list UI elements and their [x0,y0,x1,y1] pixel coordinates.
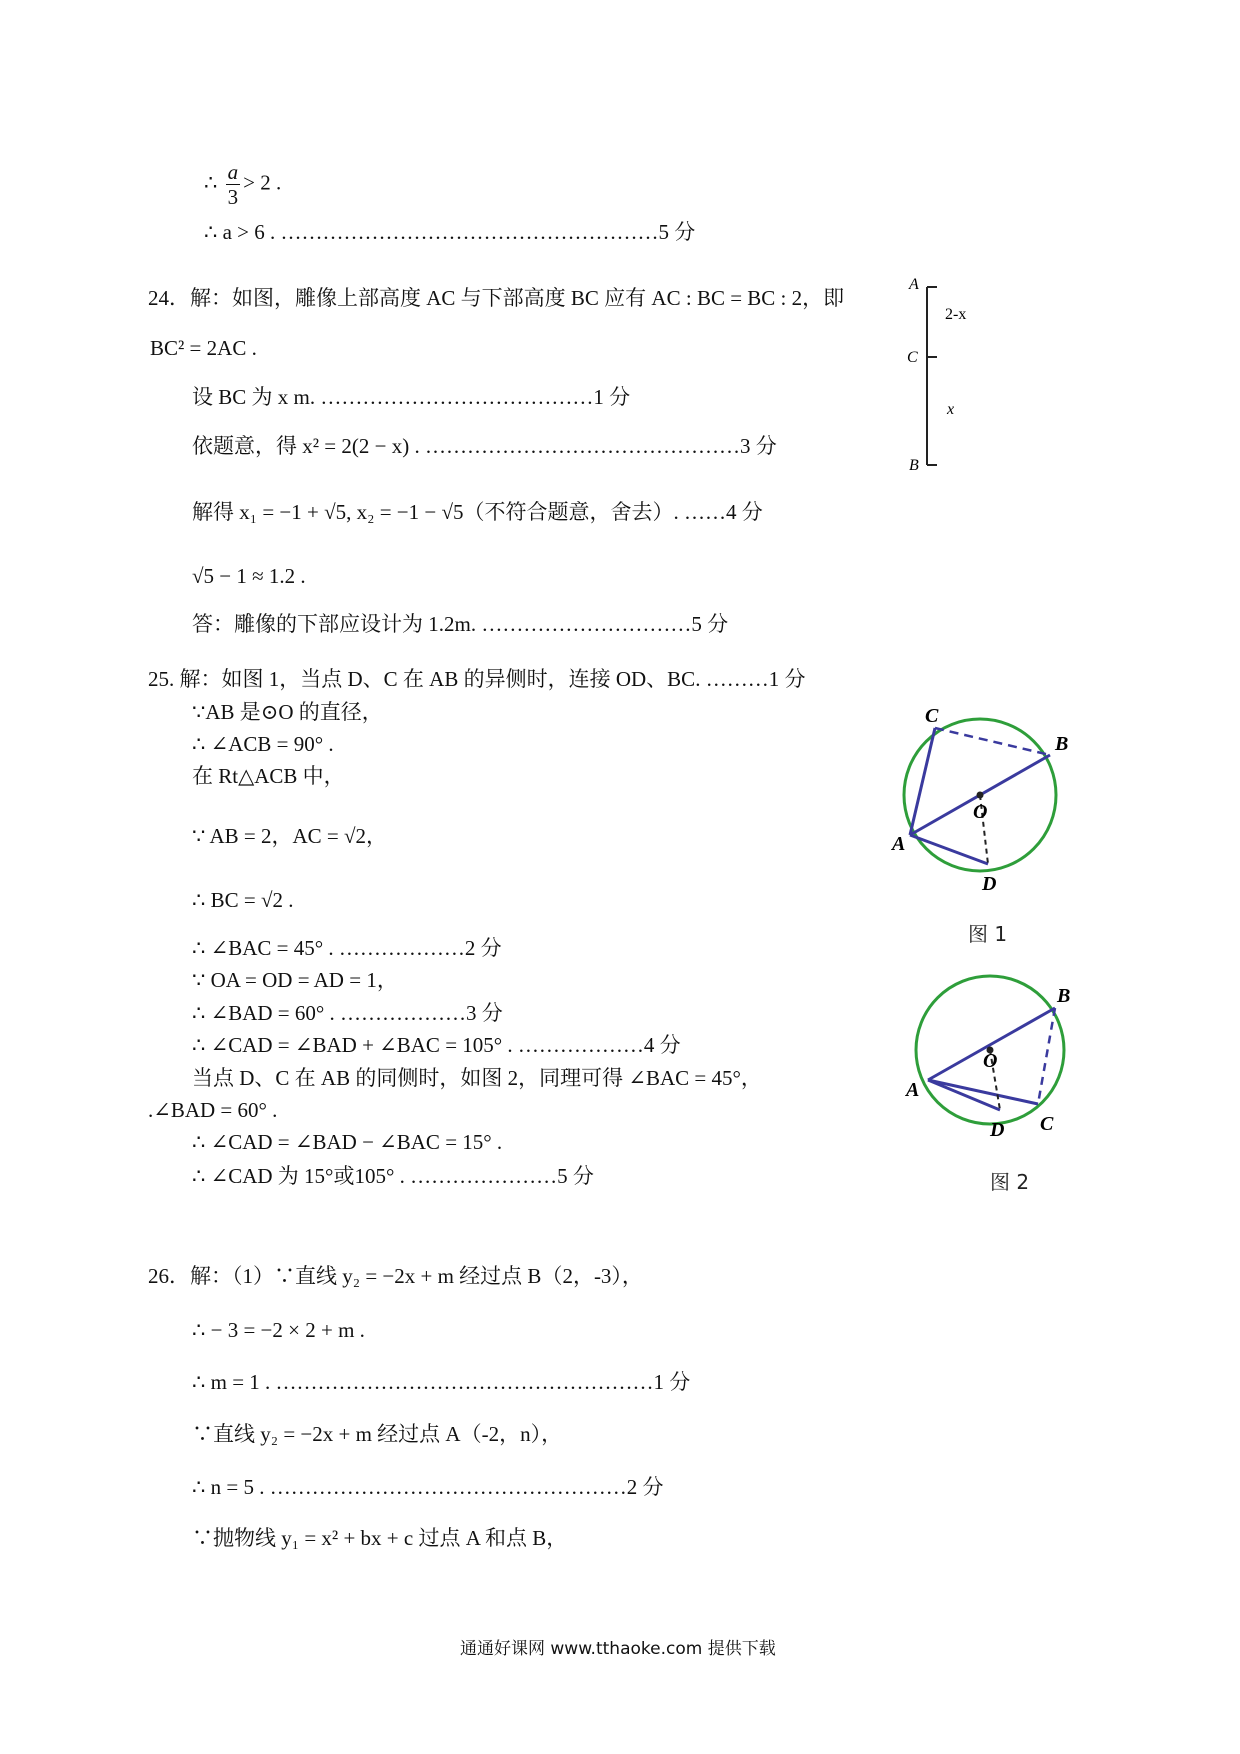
label-x: x [947,401,955,418]
label-b: B [1055,733,1069,755]
page-footer: 通通好课网 www.tthaoke.com 提供下载 [460,1639,776,1659]
q24-height-diagram [905,275,995,475]
label-o: O [983,1050,998,1072]
segment-ad [928,1080,1000,1110]
prev-line-2: ∴ a > 6 . ………………………………………………5 分 [204,220,696,244]
q26-line-3: ∴ m = 1 . ………………………………………………1 分 [192,1370,691,1394]
label-b: B [1057,985,1071,1007]
q25-line-6: ∴ BC = √2 . [192,888,294,912]
segment-ac [928,1080,1038,1104]
q24-line-3: 设 BC 为 x m. …………………………………1 分 [192,385,631,409]
q24-line-1: 24．解：如图，雕像上部高度 AC 与下部高度 BC 应有 AC : BC = BC : 2，即 [148,286,845,310]
label-2-x: 2-x [945,306,967,323]
prev-line-1: ∴ $\frac{a}{3}$ > 2 . [204,160,282,209]
q26-line-5: ∴ n = 5 . ……………………………………………2 分 [192,1475,664,1499]
q25-figure-2 [890,970,1080,1145]
label-a: A [892,833,906,855]
label-o: O [973,801,988,823]
label-c: C [925,705,939,727]
label-d: D [990,1119,1005,1141]
center-point [977,792,984,799]
q26-line-1: 26．解：（1）∵直线 y₂ = −2x + m 经过点 B（2，-3）， [148,1264,643,1288]
q24-line-4: 依题意，得 x² = 2(2 − x) . ………………………………………3 分 [192,434,777,458]
label-a: A [909,276,919,293]
q26-line-2: ∴ − 3 = −2 × 2 + m . [192,1318,365,1342]
fraction-a-over-3: $\frac{a}{3}$ [227,160,239,209]
q25-line-7: ∴ ∠BAC = 45° . ………………2 分 [192,936,502,960]
figure-1-caption: 图 1 [968,922,1008,946]
figure-2-caption: 图 2 [990,1170,1030,1194]
q25-line-11: 当点 D、C 在 AB 的同侧时，如图 2，同理可得 ∠BAC = 45°， [192,1066,762,1090]
q25-line-10: ∴ ∠CAD = ∠BAD + ∠BAC = 105° . ………………4 分 [192,1033,681,1057]
label-c: C [907,349,918,366]
q25-line-8: ∵ OA = OD = AD = 1， [192,968,398,992]
q25-figure-1 [890,700,1080,900]
q25-line-1: 25. 解：如图 1，当点 D、C 在 AB 的异侧时，连接 OD、BC. ………1 分 [148,667,806,691]
label-b: B [909,457,919,474]
label-c: C [1040,1113,1054,1135]
q25-line-14: ∴ ∠CAD 为 15°或105° . …………………5 分 [192,1164,594,1188]
q24-line-6: √5 − 1 ≈ 1.2 . [192,564,306,588]
q25-line-2: ∵AB 是⊙O 的直径， [192,700,383,724]
q26-line-4: ∵直线 y₂ = −2x + m 经过点 A（-2，n）， [192,1422,563,1446]
q25-line-5: ∵ AB = 2，AC = √2， [192,824,388,848]
q24-line-5: 解得 x₁ = −1 + √5, x₂ = −1 − √5（不符合题意，舍去）. ……4 分 [192,500,763,524]
q25-line-3: ∴ ∠ACB = 90° . [192,732,334,756]
q25-line-13: ∴ ∠CAD = ∠BAD − ∠BAC = 15° . [192,1130,503,1154]
q24-line-7: 答：雕像的下部应设计为 1.2m. …………………………5 分 [192,612,729,636]
segment-ad [910,835,988,864]
q24-line-2: BC² = 2AC . [150,336,257,360]
q25-line-4: 在 Rt△ACB 中， [192,764,345,788]
label-d: D [982,873,997,895]
q25-line-9: ∴ ∠BAD = 60° . ………………3 分 [192,1001,503,1025]
q25-line-12: .∠BAD = 60° . [148,1098,278,1122]
q26-line-6: ∵抛物线 y₁ = x² + bx + c 过点 A 和点 B， [192,1526,568,1550]
label-a: A [906,1079,920,1101]
